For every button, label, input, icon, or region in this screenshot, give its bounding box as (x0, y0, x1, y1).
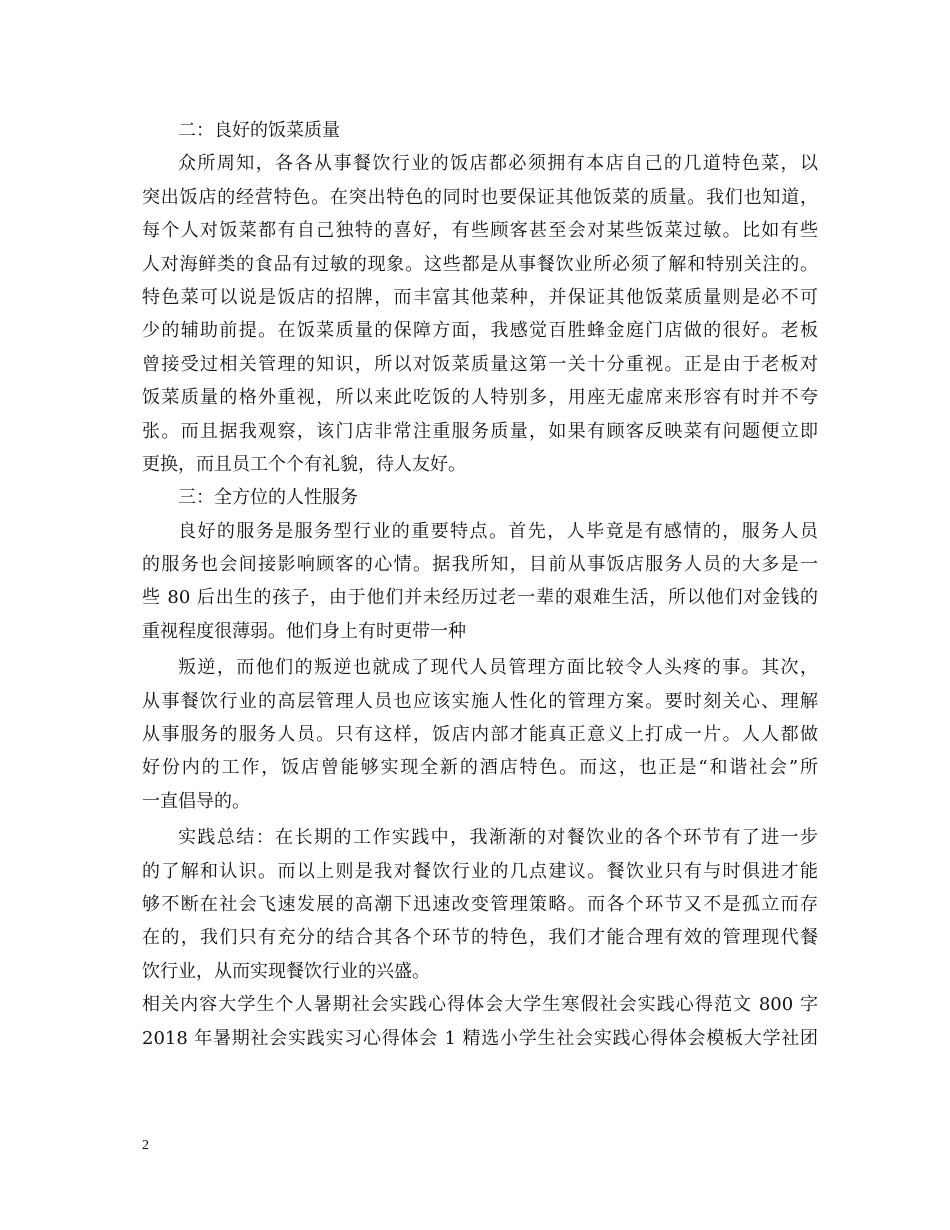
text-line: 够不断在社会飞速发展的高潮下迅速改变管理策略。而各个环节又不是孤立而存 (142, 893, 818, 915)
text-line: 些 80 后出生的孩子，由于他们并未经历过老一辈的艰难生活，所以他们对金钱的 (142, 587, 818, 609)
text-line: 2018 年暑期社会实践实习心得体会 1 精选小学生社会实践心得体会模板大学社团 (142, 1027, 818, 1049)
text-line: 众所周知，各各从事餐饮行业的饭店都必须拥有本店自己的几道特色菜，以 (178, 153, 818, 175)
text-line: 饮行业，从而实现餐饮行业的兴盛。 (142, 960, 430, 982)
text-line: 张。而且据我观察，该门店非常注重服务质量，如果有顾客反映菜有问题便立即 (142, 420, 818, 442)
text-line: 实践总结：在长期的工作实践中，我渐渐的对餐饮业的各个环节有了进一步 (178, 827, 818, 849)
text-line: 的服务也会间接影响顾客的心情。据我所知，目前从事饭店服务人员的大多是一 (142, 554, 818, 576)
text-line: 二：良好的饭菜质量 (178, 120, 340, 141)
document-body (142, 114, 818, 1055)
text-line: 曾接受过相关管理的知识，所以对饭菜质量这第一关十分重视。正是由于老板对 (142, 353, 818, 375)
text-line: 少的辅助前提。在饭菜质量的保障方面，我感觉百胜蜂金庭门店做的很好。老板 (142, 320, 818, 342)
text-line: 重视程度很薄弱。他们身上有时更带一种 (142, 620, 466, 642)
text-line: 一直倡导的。 (142, 790, 250, 812)
text-line: 叛逆，而他们的叛逆也就成了现代人员管理方面比较令人头疼的事。其次， (178, 657, 818, 679)
text-line: 从事服务的服务人员。只有这样，饭店内部才能真正意义上打成一片。人人都做 (142, 724, 818, 746)
text-line: 更换，而且员工个个有礼貌，待人友好。 (142, 453, 466, 475)
text-line: 人对海鲜类的食品有过敏的现象。这些都是从事餐饮业所必须了解和特别关注的。 (142, 253, 818, 275)
text-line: 饭菜质量的格外重视，所以来此吃饭的人特别多，用座无虚席来形容有时并不夸 (142, 387, 818, 409)
text-line: 每个人对饭菜都有自己独特的喜好，有些顾客甚至会对某些饭菜过敏。比如有些 (142, 220, 818, 242)
text-line: 从事餐饮行业的高层管理人员也应该实施人性化的管理方案。要时刻关心、理解 (142, 690, 818, 712)
text-line: 特色菜可以说是饭店的招牌，而丰富其他菜种，并保证其他饭菜质量则是必不可 (142, 286, 818, 308)
text-line: 在的，我们只有充分的结合其各个环节的特色，我们才能合理有效的管理现代餐 (142, 927, 818, 949)
text-line: 良好的服务是服务型行业的重要特点。首先，人毕竟是有感情的，服务人员 (178, 520, 818, 542)
text-line: 相关内容大学生个人暑期社会实践心得体会大学生寒假社会实践心得范文 800 字 (142, 994, 818, 1016)
text-line: 三：全方位的人性服务 (178, 487, 358, 509)
page-number: 2 (142, 1138, 149, 1153)
text-line: 突出饭店的经营特色。在突出特色的同时也要保证其他饭菜的质量。我们也知道， (142, 186, 818, 208)
text-line: 好份内的工作，饭店曾能够实现全新的酒店特色。而这，也正是“和谐社会”所 (142, 757, 818, 779)
text-line: 的了解和认识。而以上则是我对餐饮行业的几点建议。餐饮业只有与时俱进才能 (142, 860, 818, 882)
